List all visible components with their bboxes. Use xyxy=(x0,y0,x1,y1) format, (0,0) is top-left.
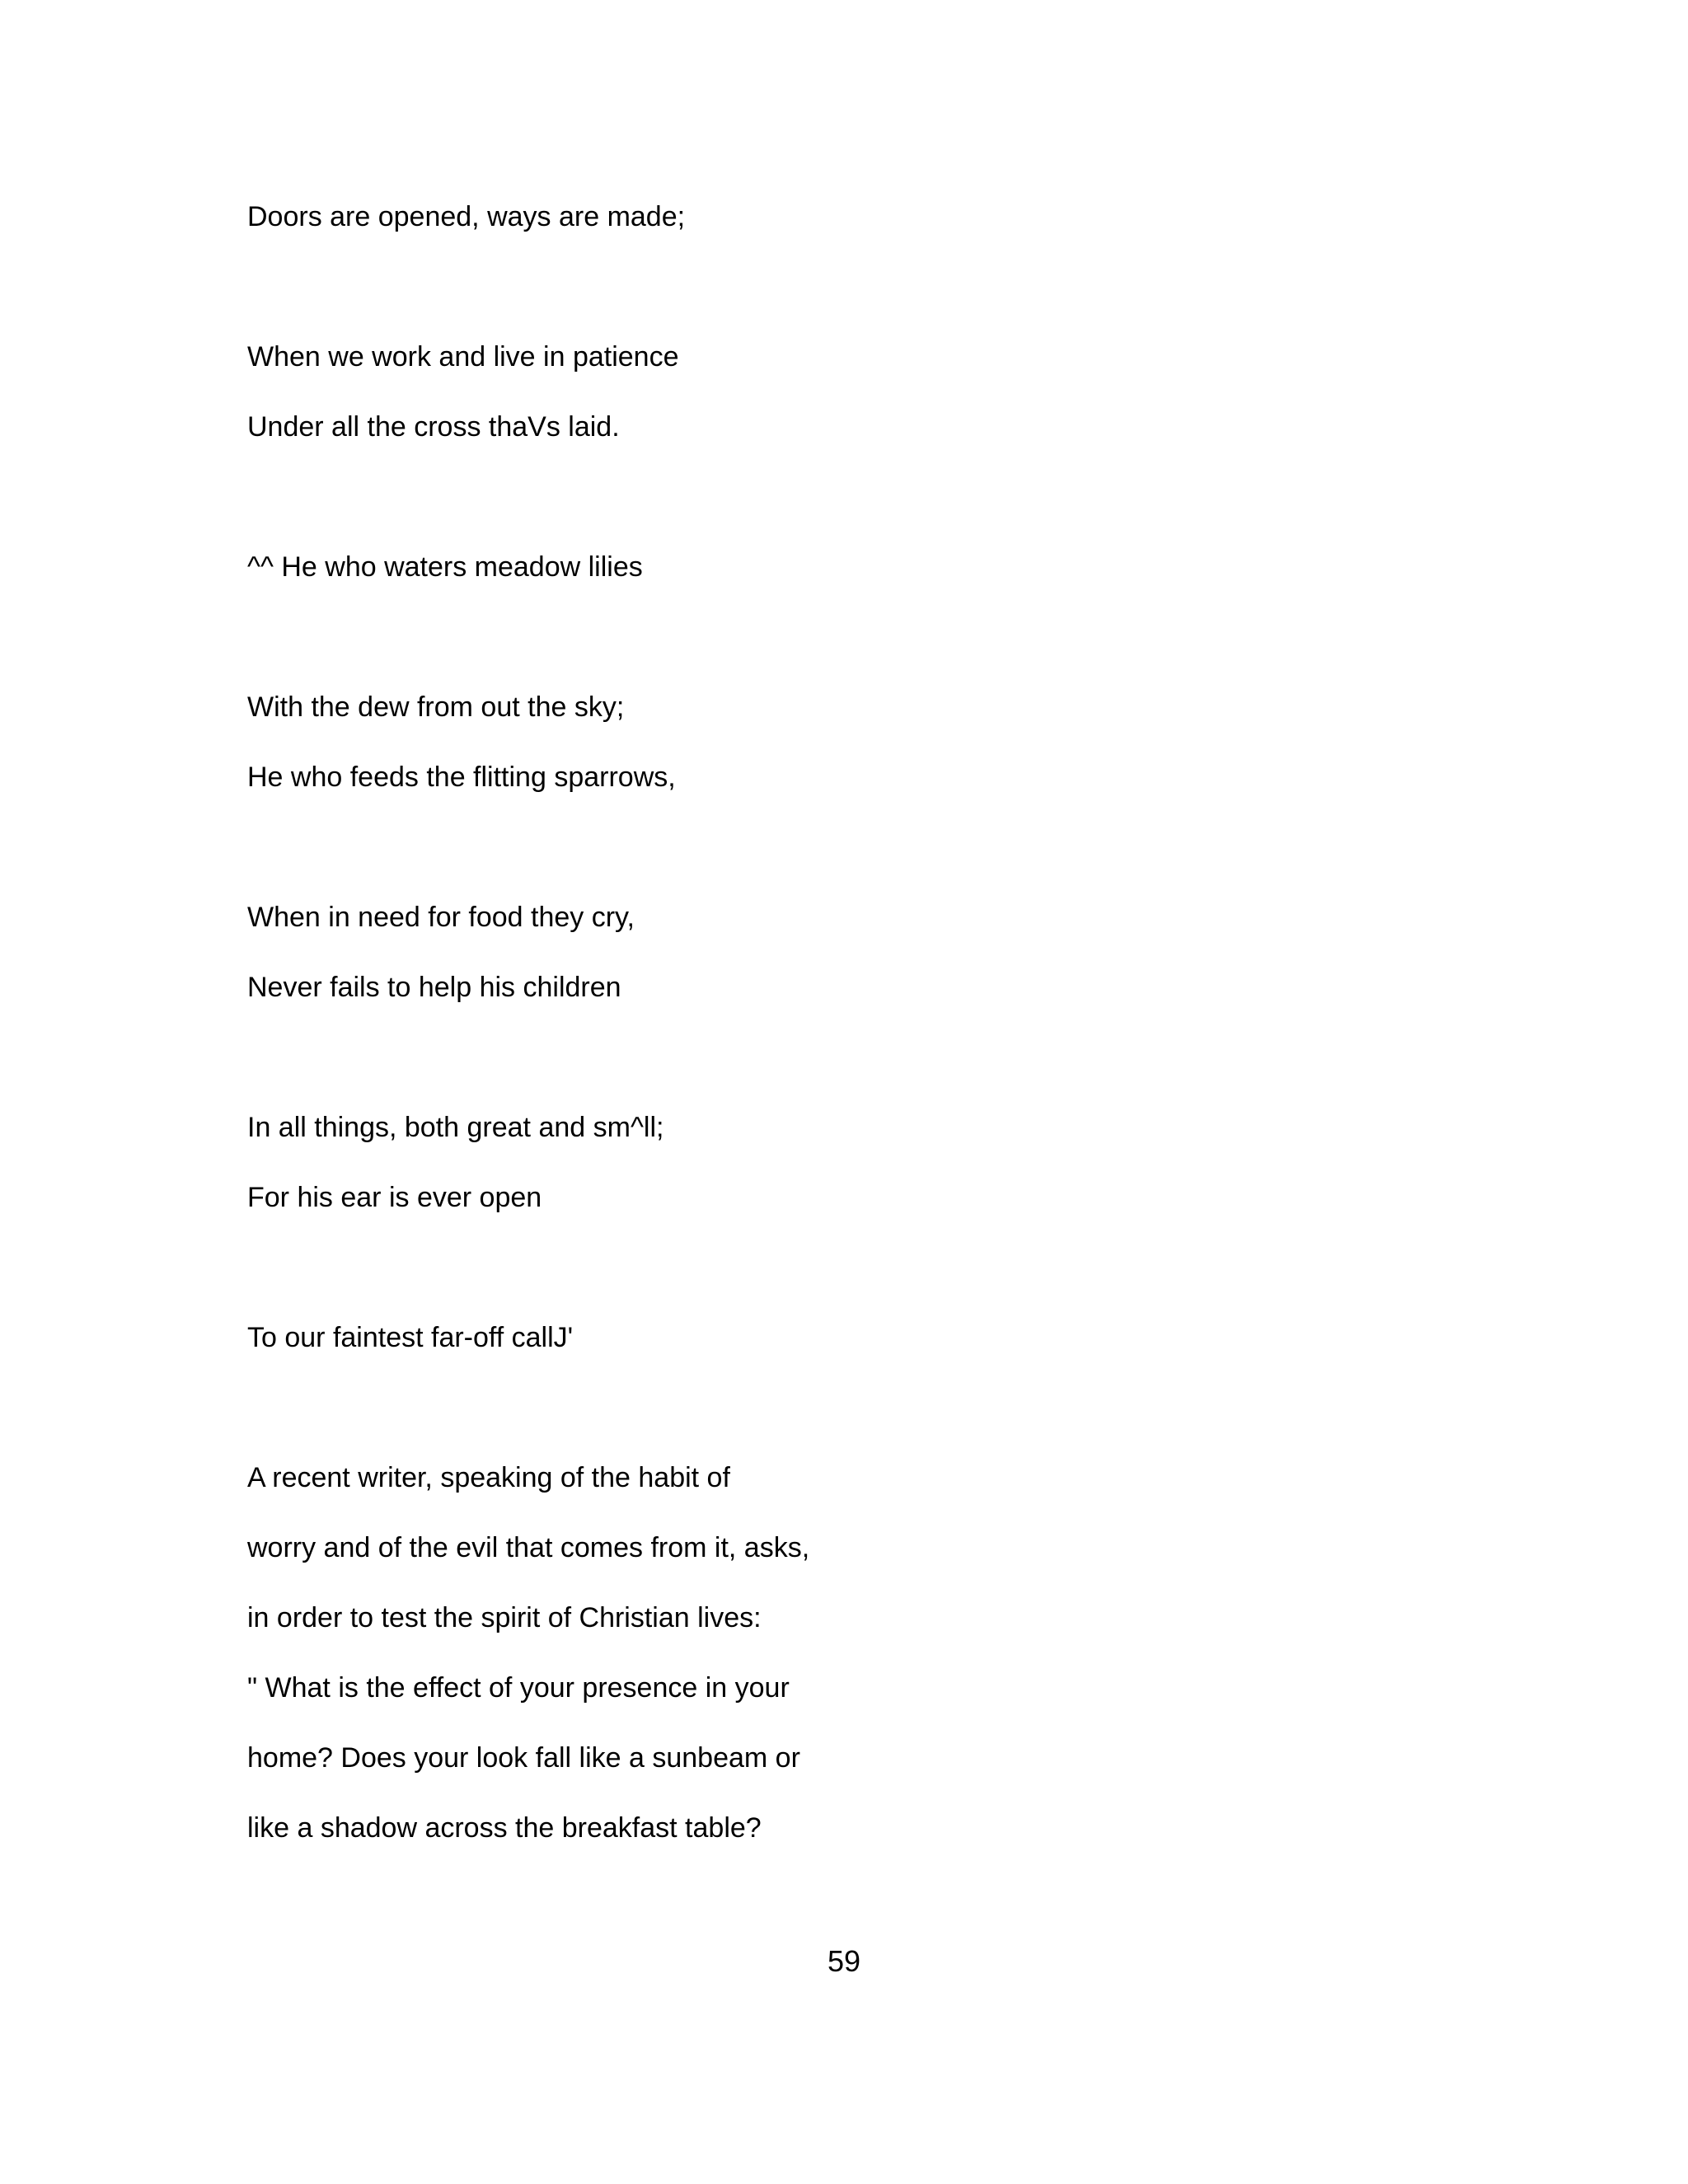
text-line: When in need for food they cry, xyxy=(247,902,635,933)
text-line: A recent writer, speaking of the habit of xyxy=(247,1462,730,1493)
text-line: like a shadow across the breakfast table? xyxy=(247,1812,762,1844)
text-line: To our faintest far-off callJ' xyxy=(247,1322,574,1353)
text-line: " What is the effect of your presence in your xyxy=(247,1672,790,1704)
text-line: home? Does your look fall like a sunbeam or xyxy=(247,1742,800,1774)
text-line: When we work and live in patience xyxy=(247,341,679,373)
text-line: Never fails to help his children xyxy=(247,972,621,1003)
text-line: in order to test the spirit of Christian lives: xyxy=(247,1602,762,1633)
page-number: 59 xyxy=(827,1944,861,1978)
text-line: Doors are opened, ways are made; xyxy=(247,201,686,232)
text-line: worry and of the evil that comes from it, asks, xyxy=(247,1532,810,1563)
text-line: He who feeds the flitting sparrows, xyxy=(247,762,676,793)
text-line: For his ear is ever open xyxy=(247,1182,542,1213)
text-line: With the dew from out the sky; xyxy=(247,691,625,723)
text-line: In all things, both great and sm^ll; xyxy=(247,1112,664,1143)
text-line: ^^ He who waters meadow lilies xyxy=(247,551,643,583)
text-line: Under all the cross thaVs laid. xyxy=(247,411,620,443)
